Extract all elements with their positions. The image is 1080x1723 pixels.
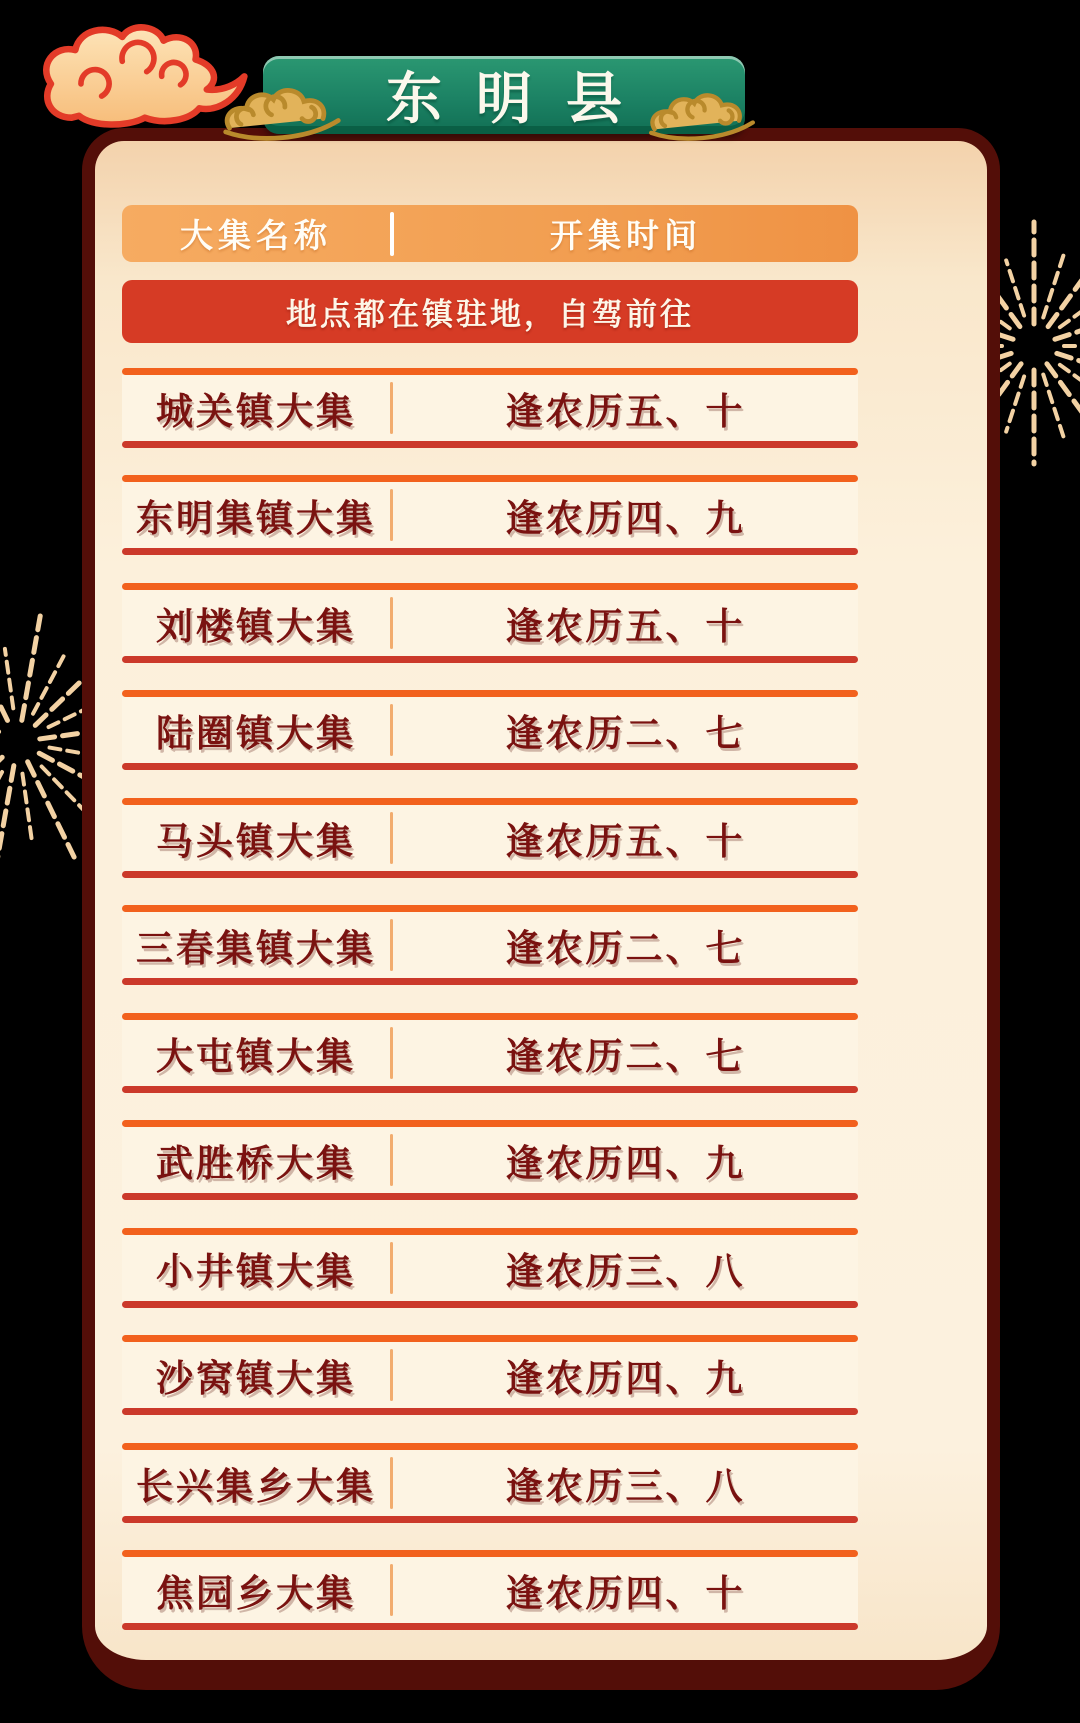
row-bottom-line	[122, 441, 858, 448]
row-top-line	[122, 905, 858, 912]
row-bottom-line	[122, 1516, 858, 1523]
market-name: 马头镇大集	[156, 820, 356, 862]
market-time: 逢农历五、十	[505, 820, 746, 862]
row-body	[122, 1342, 858, 1408]
county-title: 东明县	[386, 67, 656, 130]
row-bottom-line	[122, 1193, 858, 1200]
row-body	[122, 697, 858, 763]
row-bottom-line	[122, 871, 858, 878]
row-body	[122, 805, 858, 871]
row-body	[122, 1557, 858, 1623]
market-name: 东明集镇大集	[136, 498, 376, 540]
market-time: 逢农历四、九	[505, 1143, 746, 1185]
row-body	[122, 375, 858, 441]
table-row	[122, 583, 858, 663]
table-row	[122, 905, 858, 985]
table-row	[122, 690, 858, 770]
row-top-line	[122, 583, 858, 590]
row-top-line	[122, 690, 858, 697]
market-name: 焦园乡大集	[156, 1572, 356, 1614]
gold-cloud-icon	[220, 76, 344, 144]
market-time: 逢农历五、十	[505, 605, 746, 647]
row-top-line	[122, 798, 858, 805]
notice-bar: 地点都在镇驻地，自驾前往	[122, 280, 858, 343]
row-top-line	[122, 1550, 858, 1557]
market-time: 逢农历四、十	[505, 1572, 746, 1614]
market-time: 逢农历二、七	[505, 928, 746, 970]
row-bottom-line	[122, 1408, 858, 1415]
table-row	[122, 1228, 858, 1308]
table-row	[122, 1443, 858, 1523]
column-header-market-name: 大集名称	[180, 217, 332, 254]
row-body	[122, 1235, 858, 1301]
row-bottom-line	[122, 1086, 858, 1093]
row-top-line	[122, 368, 858, 375]
row-top-line	[122, 1013, 858, 1020]
market-name: 沙窝镇大集	[156, 1358, 356, 1400]
table-row	[122, 1550, 858, 1630]
row-bottom-line	[122, 978, 858, 985]
row-body	[122, 590, 858, 656]
row-body	[122, 482, 858, 548]
market-time: 逢农历二、七	[505, 713, 746, 755]
row-top-line	[122, 1335, 858, 1342]
market-time: 逢农历五、十	[505, 391, 746, 432]
table-row	[122, 1120, 858, 1200]
row-bottom-line	[122, 1623, 858, 1630]
market-name: 大屯镇大集	[156, 1035, 356, 1077]
row-body	[122, 1020, 858, 1086]
table-row	[122, 368, 858, 448]
gold-cloud-icon	[646, 82, 758, 144]
market-time: 逢农历三、八	[505, 1250, 746, 1292]
market-name: 武胜桥大集	[156, 1143, 356, 1185]
market-name: 长兴集乡大集	[136, 1465, 376, 1507]
row-bottom-line	[122, 763, 858, 770]
table-row	[122, 798, 858, 878]
row-body	[122, 912, 858, 978]
row-body	[122, 1450, 858, 1516]
table-row	[122, 1335, 858, 1415]
table-row	[122, 1013, 858, 1093]
market-time: 逢农历四、九	[505, 498, 746, 540]
row-top-line	[122, 1443, 858, 1450]
market-name: 陆圈镇大集	[156, 713, 356, 755]
market-name: 小井镇大集	[156, 1250, 356, 1292]
market-time: 逢农历三、八	[505, 1465, 746, 1507]
table-header	[122, 205, 858, 262]
market-name: 刘楼镇大集	[156, 605, 356, 647]
cloud-icon	[34, 18, 250, 146]
market-rows	[122, 368, 858, 1630]
row-bottom-line	[122, 548, 858, 555]
market-name: 城关镇大集	[156, 391, 356, 432]
market-time: 逢农历二、七	[505, 1035, 746, 1077]
row-bottom-line	[122, 656, 858, 663]
column-header-open-time: 开集时间	[550, 217, 702, 254]
row-top-line	[122, 1228, 858, 1235]
table-row	[122, 475, 858, 555]
row-bottom-line	[122, 1301, 858, 1308]
market-time: 逢农历四、九	[505, 1358, 746, 1400]
row-top-line	[122, 475, 858, 482]
row-top-line	[122, 1120, 858, 1127]
market-name: 三春集镇大集	[136, 928, 376, 970]
market-card	[82, 128, 1000, 1690]
row-body	[122, 1127, 858, 1193]
